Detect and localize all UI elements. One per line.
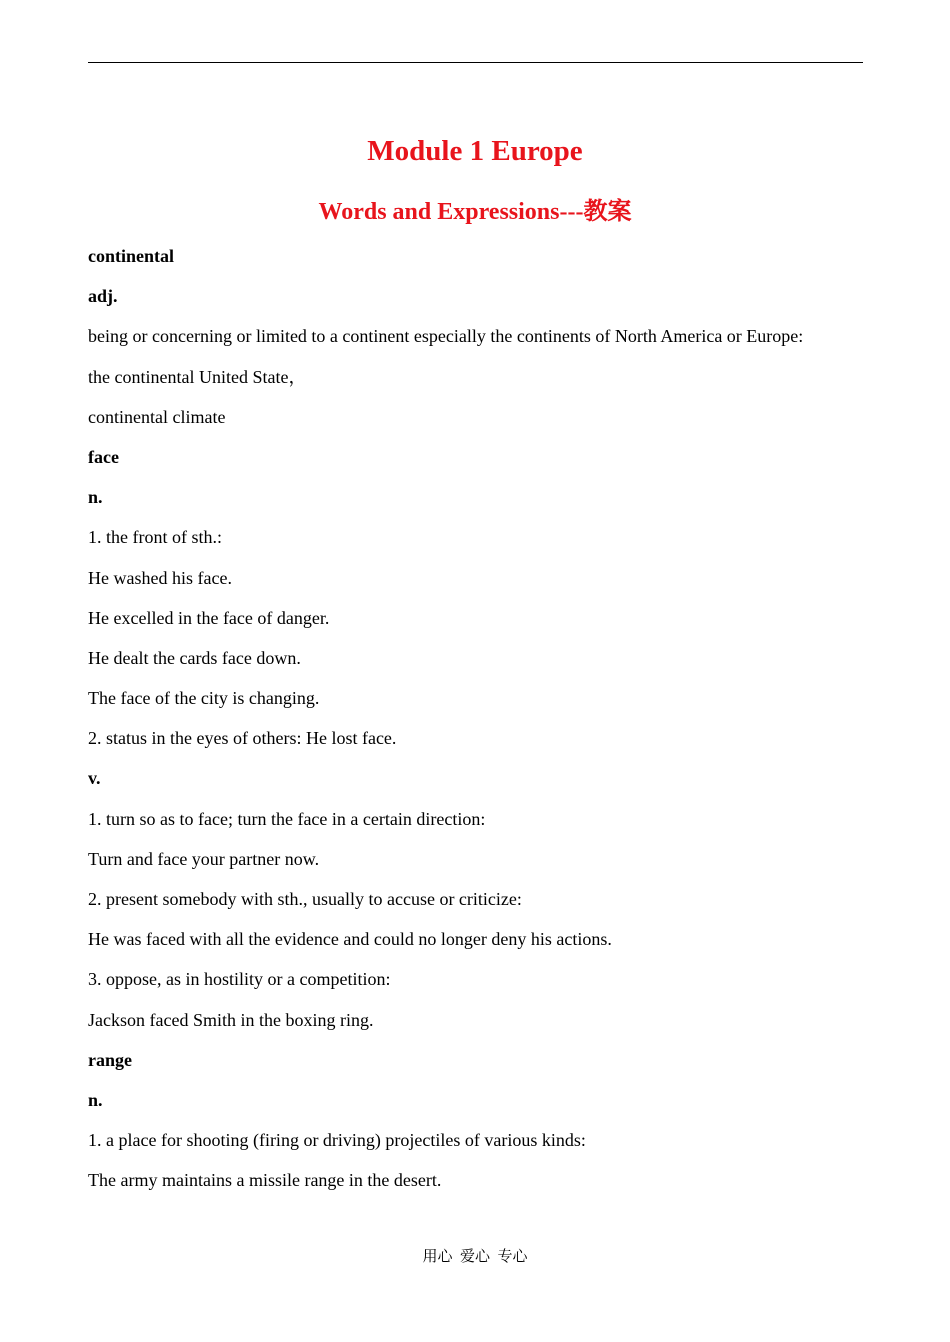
headword: face [88,446,119,467]
entry-line: 1. a place for shooting (firing or driving) projectiles of various kinds: [88,1130,586,1151]
entry-line: Jackson faced Smith in the boxing ring. [88,1009,374,1030]
page-subtitle: Words and Expressions---教案 [318,199,632,225]
part-of-speech: v. [88,768,101,789]
entry-line: 2. status in the eyes of others: He lost face. [88,728,397,749]
entry-line: He washed his face. [88,567,232,588]
entry-line: The face of the city is changing. [88,688,320,709]
part-of-speech: n. [88,1089,103,1110]
entry-line: the continental United State， [88,366,307,387]
entry-line: He dealt the cards face down. [88,647,301,668]
entry-line: 1. turn so as to face; turn the face in a certain direction: [88,808,486,829]
entry-line: He excelled in the face of danger. [88,607,330,628]
entry-line: being or concerning or limited to a continent especially the continents of North America or Europe: [88,326,804,347]
entry-line: He was faced with all the evidence and could no longer deny his actions. [88,929,612,950]
entry-line: Turn and face your partner now. [88,848,320,869]
vocabulary-entries [88,240,863,1205]
part-of-speech: adj. [88,286,118,307]
part-of-speech: n. [88,487,103,508]
page-title: Module 1 Europe [367,135,583,167]
entry-line: 1. the front of sth.: [88,527,222,548]
entry-line: continental climate [88,406,226,427]
page-footer: 用心 爱心 专心 [422,1249,528,1265]
entry-line: The army maintains a missile range in the desert. [88,1170,442,1191]
header-rule [88,62,863,63]
entry-line: 2. present somebody with sth., usually to accuse or criticize: [88,889,522,909]
headword: continental [88,246,175,266]
entry-line: 3. oppose, as in hostility or a competition: [88,969,391,990]
headword: range [88,1049,132,1070]
